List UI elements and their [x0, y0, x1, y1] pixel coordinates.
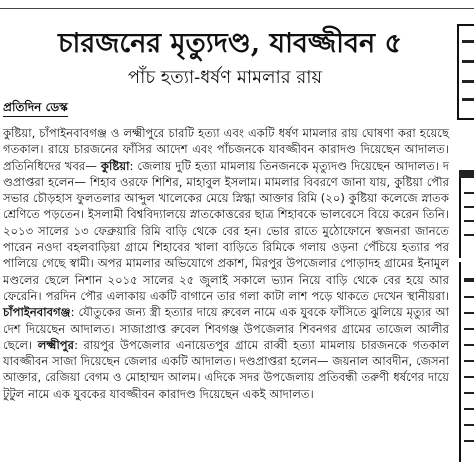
- headline: চারজনের মৃত্যুদণ্ড, যাবজ্জীবন ৫: [57, 28, 403, 59]
- adjacent-text-fragment: [464, 424, 474, 426]
- desk-byline: প্রতিদিন ডেস্ক: [3, 99, 68, 117]
- adjacent-text-fragment: [462, 40, 474, 43]
- adjacent-text-fragment: [464, 192, 474, 194]
- chapainawabganj-report: : যৌতুকের জন্য স্ত্রী হত্যার দায়ে রুবেল নামে এক যুবকে ফাঁসিতে ঝুলিয়ে মৃত্যুর আদেশ দিয়েছেন আদালত। সাজাপ্রাপ্ত রুবেল শিবগঞ্জ উপজেলার শিবনগর গ্রামের তাজেল আলীর ছেলে।: [3, 305, 449, 352]
- adjacent-text-fragment: [464, 220, 474, 222]
- adjacent-text-fragment: [464, 376, 474, 378]
- adjacent-text-fragment: [464, 278, 474, 282]
- adjacent-text-fragment: [464, 234, 474, 236]
- adjacent-text-fragment: [464, 312, 474, 314]
- adjacent-text-fragment: [464, 408, 474, 410]
- adjacent-text-fragment: [464, 344, 474, 346]
- location-kushtia: কুষ্টিয়া: [100, 158, 130, 173]
- adjacent-text-fragment: [464, 360, 474, 362]
- adjacent-text-fragment: [464, 296, 474, 298]
- subheadline: পাঁচ হত্যা-ধর্ষণ মামলার রায়: [127, 67, 323, 88]
- lakshmipur-report: : রায়পুর উপজেলার এনায়েতপুর গ্রামে রাব্বী হত্যা মামলায় চারজনকে গতকাল যাবজ্জীবন সাজা দিয়েছেন জেলার একটি আদালত। দণ্ডপ্রাপ্তরা হলেন— জয়নাল আবদীন, জেসনা আক্তার, রেজিয়া বেগম ও মোহাম্মদ আলম। এদিকে সদর উপজেলায় প্রতিবন্ধী তরুণী ধর্ষণের দায়ে টুটুল নামে এক যুবকের যাবজ্জীবন কারাদণ্ড দিয়েছেন একই আদালত।: [3, 337, 449, 401]
- adjacent-column-box: [459, 262, 474, 462]
- kushtia-report: : জেলায় দুটি হত্যা মামলায় তিনজনকে মৃত্যুদণ্ড দিয়েছেন আদালত। দণ্ডপ্রাপ্তরা হলেন— শিহাব ওরফে শিশির, মাহাবুল ইসলাম। মামলার বিবরণে জানা যায়, কুষ্টিয়া পৌরসভার চৌড়হাস ফুলতলার আব্দুল খালেকের মেয়ে স্নিগ্ধা আক্তার রিমি (২০) কুষ্টিয়া কলেজে স্নাতক শ্রেণিতে পড়তেন। ইসলামী বিশ্ববিদ্যালয়ে স্নাতকোত্তরের ছাত্র শিহাবকে ভালবেসে বিয়ে করেন তিনি। ২০১৩ সালের ১৩ ফেব্রুয়ারি রিমি বাড়ি থেকে বের হন। ভোর রাতে মুঠোফোনে স্বজনরা জানতে পারেন নওদা বহলবাড়িয়া গ্রামে শিহাবের খালা বাড়িতে রিমিকে গলায় ওড়না পেঁচিয়ে হত্যার পর পালিয়ে গেছে স্বামী। অপর মামলার অভিযোগে প্রকাশ, মিরপুর উপজেলার পোড়াদহ গ্রামের ইনামুল মণ্ডলের ছেলে নিশান ২০১৫ সালের ২৫ জুলাই সকালে ভ্যান নিয়ে বাড়ি থেকে বের হয়ে আর ফেরেনি। পরদিন পৌর এলাকায় একটি বাগানে তার গলা কাটা লাশ পড়ে থাকতে দেখেন স্থানীয়রা।: [3, 158, 449, 303]
- intro-text: কুষ্টিয়া, চাঁপাইনবাবগঞ্জ ও লক্ষ্মীপুরে চারটি হত্যা এবং একটি ধর্ষণ মামলার রায় ঘোষণা করা হয়েছে গতকাল। রায়ে চারজনের ফাঁসির আদেশ এবং পাঁচজনকে যাবজ্জীবন কারাদণ্ড দিয়েছেন আদালত। প্রতিনিধিদের খবর—: [3, 126, 449, 173]
- article-paragraph: [3, 125, 449, 402]
- adjacent-column-box: [459, 178, 474, 258]
- article-body: [3, 125, 449, 402]
- adjacent-text-fragment: [464, 392, 474, 394]
- location-chapainawabganj: চাঁপাইনবাবগঞ্জ: [3, 305, 71, 320]
- top-rule: [0, 0, 474, 9]
- adjacent-column-box: [457, 24, 474, 120]
- adjacent-text-fragment: [462, 60, 474, 63]
- adjacent-text-fragment: [464, 206, 474, 208]
- adjacent-text-fragment: [462, 98, 474, 101]
- adjacent-text-fragment: [462, 80, 474, 83]
- adjacent-text-fragment: [464, 328, 474, 330]
- location-lakshmipur: লক্ষ্মীপুর: [37, 337, 75, 352]
- adjacent-text-fragment: [464, 440, 474, 442]
